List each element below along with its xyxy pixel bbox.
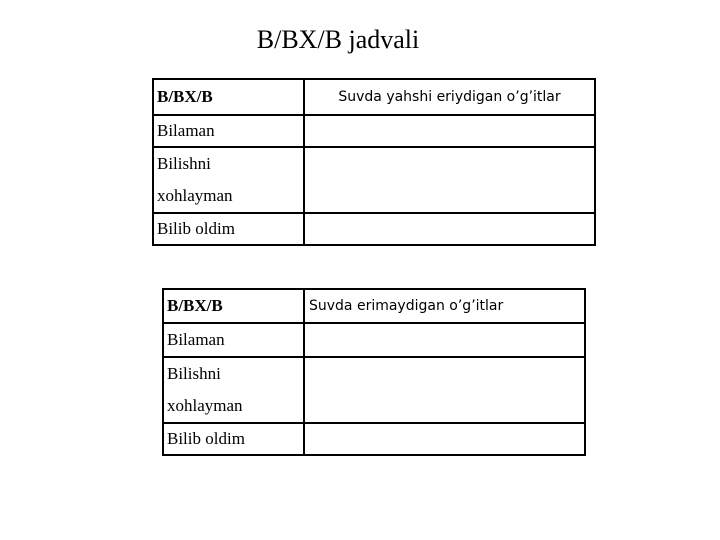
row-label-bilaman: Bilaman — [153, 115, 304, 147]
table-header-row — [163, 289, 585, 323]
header-topic: Suvda erimaydigan o’g’itlar — [304, 289, 585, 323]
row-label-bilaman: Bilaman — [163, 323, 304, 357]
row-label-bilishni-xohlayman — [163, 357, 304, 423]
bxb-table-1 — [152, 78, 596, 246]
page-title: B/BX/B jadvali — [256, 25, 420, 54]
header-label: B/BX/B — [153, 79, 304, 115]
bxb-table-2 — [162, 288, 586, 456]
row-label-line1: Bilishni — [157, 154, 211, 173]
answer-cell[interactable] — [304, 213, 595, 245]
table-row — [163, 423, 585, 455]
table-row — [163, 323, 585, 357]
row-label-bilib-oldim: Bilib oldim — [163, 423, 304, 455]
header-topic: Suvda yahshi eriydigan o’g’itlar — [304, 79, 595, 115]
table-row — [153, 147, 595, 213]
answer-cell[interactable] — [304, 423, 585, 455]
table-row — [163, 357, 585, 423]
table-header-row — [153, 79, 595, 115]
header-label: B/BX/B — [163, 289, 304, 323]
table-row — [153, 213, 595, 245]
answer-cell[interactable] — [304, 147, 595, 213]
answer-cell[interactable] — [304, 357, 585, 423]
table-row — [153, 115, 595, 147]
row-label-line2: xohlayman — [157, 186, 233, 205]
answer-cell[interactable] — [304, 115, 595, 147]
row-label-line2: xohlayman — [167, 396, 243, 415]
row-label-bilishni-xohlayman — [153, 147, 304, 213]
answer-cell[interactable] — [304, 323, 585, 357]
row-label-line1: Bilishni — [167, 364, 221, 383]
row-label-bilib-oldim: Bilib oldim — [153, 213, 304, 245]
